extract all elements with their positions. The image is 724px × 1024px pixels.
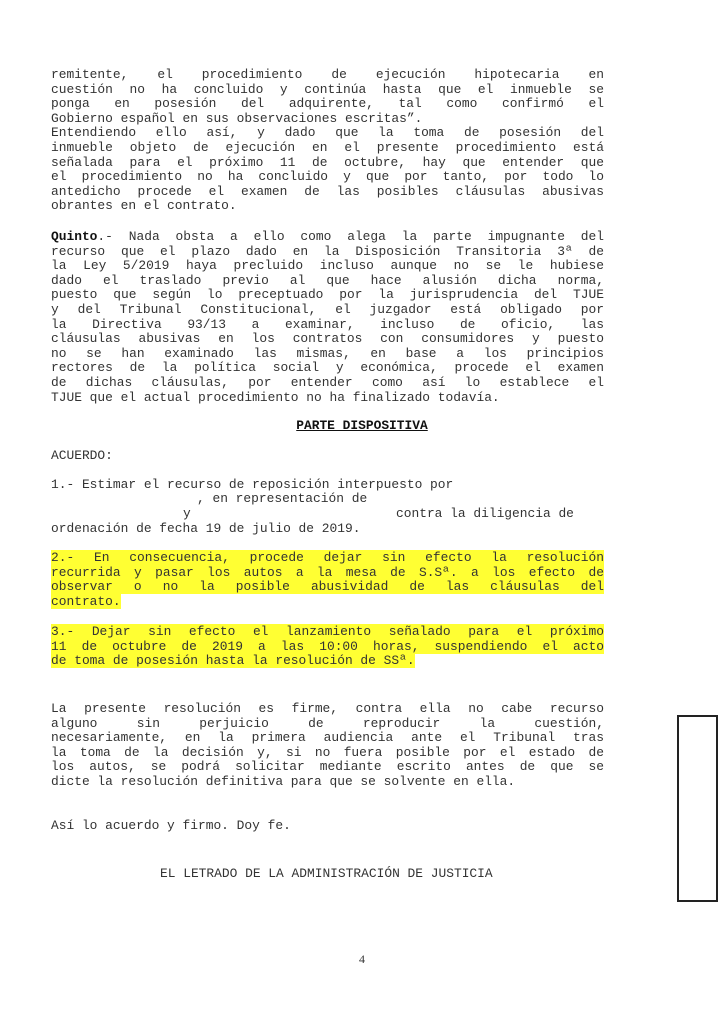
text-line: recurso que el plazo dado en la Disposición Transitoria 3ª de <box>51 243 604 259</box>
highlighted-text: recurrida y pasar los autos a la mesa de S.Sª. a los efecto de <box>51 564 604 580</box>
quinto-first-line: .- Nada obsta a ello como alega la parte impugnante del <box>97 229 604 244</box>
acuerdo-label: ACUERDO: <box>51 448 113 463</box>
text-line: de dichas cláusulas, por entender como así lo establece el <box>51 374 604 390</box>
text-line: La presente resolución es firme, contra ella no cabe recurso <box>51 701 604 716</box>
text-line: alguno sin perjuicio de reproducir la cuestión, <box>51 715 604 731</box>
text-line: inmueble objeto de ejecución en el presente procedimiento está <box>51 139 604 155</box>
text-line: obrantes en el contrato. <box>51 198 237 214</box>
text-line: ponga en posesión del adquirente, tal como confirmó el <box>51 96 604 112</box>
text-line: la toma de la decisión y, si no fuera posible por el estado de <box>51 744 604 760</box>
text-line <box>51 551 604 566</box>
item1-line2: , en representación de <box>197 491 368 506</box>
text-line: rectores de la política social y económica, procede el examen <box>51 360 604 376</box>
text-line: dicte la resolución definitiva para que se solvente en ella. <box>51 773 516 789</box>
text-line: TJUE que el actual procedimiento no ha finalizado todavía. <box>51 389 500 405</box>
item1-line3-b: contra la diligencia de <box>396 506 574 521</box>
margin-box <box>677 715 718 902</box>
highlighted-text: 3.- Dejar sin efecto el lanzamiento señalado para el próximo <box>51 624 604 639</box>
text-line <box>51 654 604 669</box>
text-line <box>51 580 604 595</box>
highlighted-text: de toma de posesión hasta la resolución de SSª. <box>51 653 415 669</box>
text-line: necesariamente, en la primera audiencia ante el Tribunal tras <box>51 730 604 746</box>
section-heading <box>0 418 724 433</box>
text-line: remitente, el procedimiento de ejecución hipotecaria en <box>51 67 604 82</box>
item1-line3-a: y <box>183 506 191 521</box>
page-number: 4 <box>359 952 365 966</box>
text-line <box>51 640 604 655</box>
text-line: no se han examinado las mismas, en base a los principios <box>51 345 604 361</box>
quinto-label: Quinto <box>51 229 98 244</box>
text-line <box>51 566 604 581</box>
item2-paragraph <box>51 551 604 609</box>
text-line <box>51 625 604 640</box>
text-line: la Ley 5/2019 haya precluido incluso aunque no se le hubiese <box>51 258 604 274</box>
firmeza-paragraph <box>51 702 604 790</box>
text-line <box>51 230 604 245</box>
text-line: los autos, se podrá solicitar mediante escrito antes de que se <box>51 759 604 775</box>
highlighted-text: observar o no la posible abusividad de las cláusulas del <box>51 579 604 595</box>
heading-text: PARTE DISPOSITIVA <box>296 418 428 433</box>
text-line: cuestión no ha concluido y continúa hasta que el inmueble se <box>51 81 604 97</box>
closing-text: Así lo acuerdo y firmo. Doy fe. <box>51 818 291 833</box>
highlighted-text: 2.- En consecuencia, procede dejar sin efecto la resolución <box>51 550 604 565</box>
text-line: cláusulas abusivas en los contratos con consumidores y puesto <box>51 331 604 347</box>
text-line <box>51 595 604 610</box>
text-line: y del Tribunal Constitucional, el juzgador está obligado por <box>51 301 604 317</box>
highlighted-text: 11 de octubre de 2019 a las 10:00 horas, suspendiendo el acto <box>51 638 604 654</box>
highlighted-text: contrato. <box>51 593 121 609</box>
item1-line4: ordenación de fecha 19 de julio de 2019. <box>51 521 361 536</box>
text-line: la Directiva 93/13 a examinar, incluso de oficio, las <box>51 316 604 332</box>
text-line: señalada para el próximo 11 de octubre, hay que entender que <box>51 154 604 170</box>
item1-line1: 1.- Estimar el recurso de reposición interpuesto por <box>51 477 454 492</box>
text-line: puesto que según lo preceptuado por la jurisprudencia del TJUE <box>51 287 604 303</box>
intro-paragraph <box>51 68 604 214</box>
item3-paragraph <box>51 625 604 669</box>
signature-title: EL LETRADO DE LA ADMINISTRACIÓN DE JUSTICIA <box>160 866 493 881</box>
text-line: dado el traslado previo al que hace alusión dicha norma, <box>51 272 604 288</box>
text-line: Gobierno español en sus observaciones escritas”. <box>51 110 423 126</box>
text-line: Entendiendo ello así, y dado que la toma de posesión del <box>51 125 604 141</box>
text-line: antedicho procede el examen de las posibles cláusulas abusivas <box>51 183 604 199</box>
text-line: el procedimiento no ha concluido y que por tanto, por todo lo <box>51 169 604 185</box>
quinto-paragraph <box>51 230 604 405</box>
